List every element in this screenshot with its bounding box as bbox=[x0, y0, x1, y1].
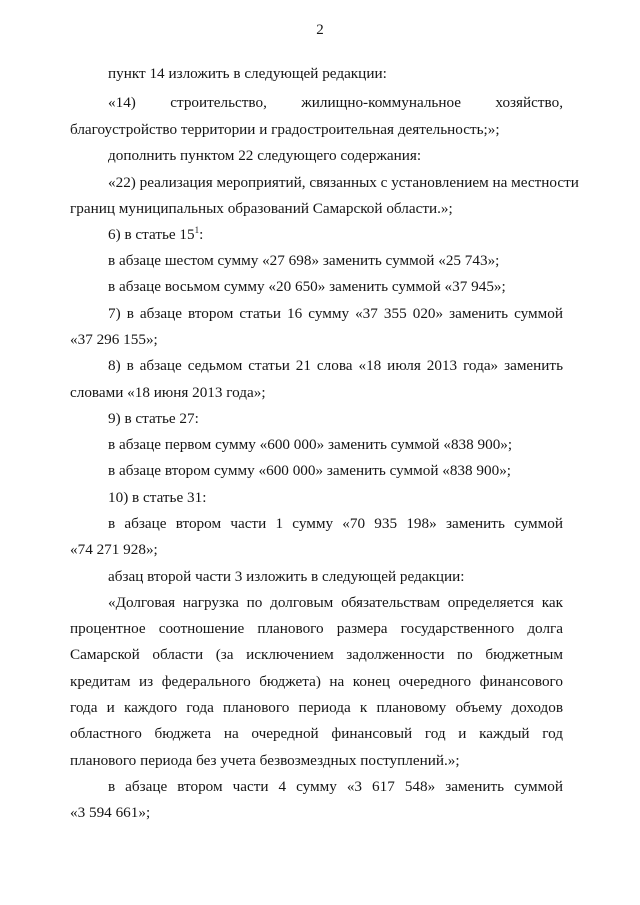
text-line-justified bbox=[108, 514, 563, 534]
text-line: «22) реализация мероприятий, связанных с установлением на местности bbox=[108, 174, 579, 191]
text-line: пункт 14 изложить в следующей редакции: bbox=[108, 65, 387, 82]
text-line: абзац второй части 3 изложить в следующей редакции: bbox=[108, 568, 465, 585]
text-line: в абзаце шестом сумму «27 698» заменить суммой «25 743»; bbox=[108, 252, 500, 269]
text-line: дополнить пунктом 22 следующего содержания: bbox=[108, 147, 422, 164]
text-line: границ муниципальных образований Самарской области.»; bbox=[70, 200, 453, 217]
text-line: в абзаце восьмом сумму «20 650» заменить суммой «37 945»; bbox=[108, 278, 506, 295]
page-number: 2 bbox=[316, 22, 324, 38]
text-line: в абзаце первом сумму «600 000» заменить суммой «838 900»; bbox=[108, 436, 513, 453]
text-line: 6) в статье 15 bbox=[108, 226, 195, 243]
text-line: в абзаце втором части 4 сумму «3 617 548» заменить суммой bbox=[108, 778, 563, 795]
text-line-justified bbox=[70, 619, 563, 639]
text-line: 9) в статье 27: bbox=[108, 410, 199, 427]
text-line: «74 271 928»; bbox=[70, 541, 158, 558]
text-line-with-superscript bbox=[108, 225, 203, 245]
text-line: 10) в статье 31: bbox=[108, 489, 207, 506]
text-line: словами «18 июня 2013 года»; bbox=[70, 384, 266, 401]
text-tail: : bbox=[199, 226, 204, 243]
text-line-justified bbox=[108, 593, 563, 613]
text-line-justified bbox=[108, 304, 563, 324]
text-line: в абзаце втором части 1 сумму «70 935 198» заменить суммой bbox=[108, 515, 563, 532]
text-line-justified bbox=[108, 93, 563, 113]
text-line: «37 296 155»; bbox=[70, 331, 158, 348]
text-line: благоустройство территории и градостроительная деятельность;»; bbox=[70, 121, 500, 138]
text-line: кредитам из федерального бюджета) на конец очередного финансового bbox=[70, 673, 563, 690]
text-line-justified bbox=[108, 173, 579, 193]
text-line-justified bbox=[70, 672, 563, 692]
superscript: 1 bbox=[194, 225, 200, 235]
text-line: года и каждого года планового периода к плановому объему доходов bbox=[70, 699, 563, 716]
text-line: «3 594 661»; bbox=[70, 804, 151, 821]
text-line: 8) в абзаце седьмом статьи 21 слова «18 июля 2013 года» заменить bbox=[108, 357, 563, 374]
text-line-justified bbox=[70, 724, 563, 744]
text-line: в абзаце втором сумму «600 000» заменить суммой «838 900»; bbox=[108, 462, 512, 479]
text-line: 7) в абзаце втором статьи 16 сумму «37 355 020» заменить суммой bbox=[108, 305, 563, 322]
text-line: процентное соотношение планового размера государственного долга bbox=[70, 620, 563, 637]
text-line: Самарской области (за исключением задолженности по бюджетным bbox=[70, 646, 563, 663]
text-line-justified bbox=[70, 645, 563, 665]
text-line: областного бюджета на очередной финансовый год и каждый год bbox=[70, 725, 563, 742]
text-line: «14) строительство, жилищно-коммунальное хозяйство, bbox=[108, 94, 563, 111]
text-line-justified bbox=[108, 356, 563, 376]
text-line: «Долговая нагрузка по долговым обязательствам определяется как bbox=[108, 594, 563, 611]
text-line-justified bbox=[70, 698, 563, 718]
text-line: планового периода без учета безвозмездных поступлений.»; bbox=[70, 752, 460, 769]
text-line-justified bbox=[108, 777, 563, 797]
